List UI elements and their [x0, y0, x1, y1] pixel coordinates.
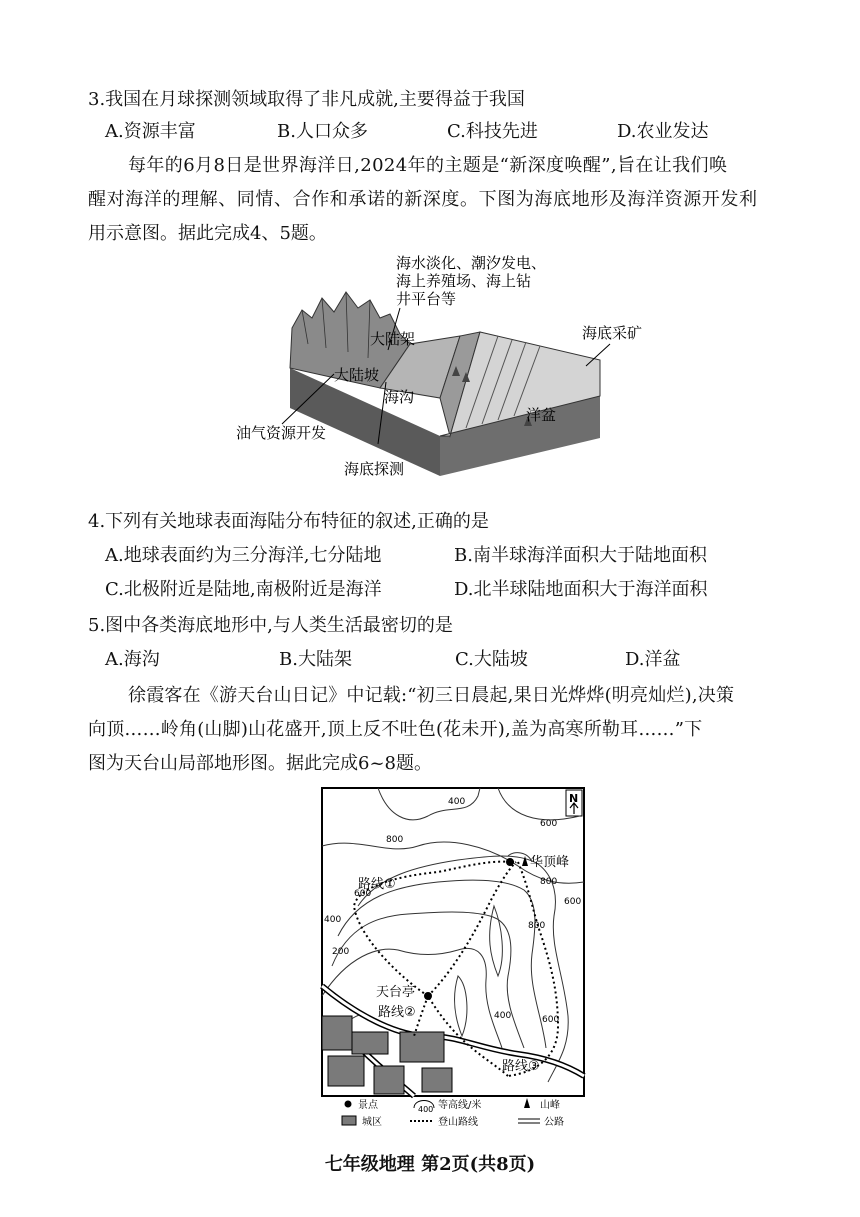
contour-label: 400: [324, 915, 342, 925]
legend-road: 公路: [544, 1117, 564, 1128]
pavilion-label: 天台亭: [376, 985, 416, 1000]
q5-option-d: D.洋盆: [625, 649, 681, 670]
label-seabed-exploration: 海底探测: [344, 460, 405, 478]
q3-stem: 3.我国在月球探测领域取得了非凡成就,主要得益于我国: [88, 89, 525, 110]
legend-spot-icon: [345, 1101, 352, 1108]
legend-city: 城区: [362, 1117, 382, 1128]
contour-label: 200: [332, 947, 350, 957]
q5-option-a: A.海沟: [105, 649, 160, 670]
label-top-note-1: 海水淡化、潮汐发电、: [396, 254, 547, 272]
legend-peak: 山峰: [540, 1100, 560, 1111]
label-ocean-basin: 洋盆: [526, 406, 557, 424]
label-trench: 海沟: [384, 388, 415, 406]
q5-option-c: C.大陆坡: [455, 649, 528, 670]
passage1-line3: 用示意图。据此完成4、5题。: [88, 223, 327, 244]
legend-city-icon: [342, 1116, 356, 1125]
legend-trail: 登山路线: [438, 1117, 478, 1128]
contour-label: 600: [564, 897, 582, 907]
label-oil-gas: 油气资源开发: [236, 424, 327, 442]
spot-peak-icon: [506, 858, 514, 866]
map-legend: [342, 1098, 564, 1128]
q3-option-c: C.科技先进: [447, 121, 538, 142]
legend-spot: 景点: [358, 1100, 378, 1111]
route2-label: 路线②: [378, 1005, 416, 1020]
contour-label: 800: [386, 835, 404, 845]
label-top-note-2: 海上养殖场、海上钻: [396, 272, 532, 290]
passage2-line2: 向顶……岭角(山脚)山花盛开,顶上反不吐色(花未开),盖为高寒所勒耳……”下: [88, 719, 703, 740]
q4-option-c: C.北极附近是陆地,南极附近是海洋: [105, 579, 382, 600]
q4-option-b: B.南半球海洋面积大于陆地面积: [454, 545, 707, 566]
legend-contour: 等高线/米: [438, 1100, 482, 1111]
contour-label: 800: [540, 877, 558, 887]
peak-label: 华顶峰: [530, 855, 570, 870]
route1-label: 路线①: [358, 877, 396, 892]
contour-label: 600: [354, 889, 372, 899]
q3-option-d: D.农业发达: [617, 121, 709, 142]
contour-label: 400: [448, 797, 466, 807]
label-seabed-mining: 海底采矿: [582, 324, 643, 342]
legend-peak-icon: [524, 1098, 530, 1108]
route3-label: 路线③: [502, 1059, 540, 1074]
q3-option-a: A.资源丰富: [105, 121, 196, 142]
label-top-note-3: 井平台等: [396, 290, 457, 308]
contour-label: 600: [542, 1015, 560, 1025]
label-continental-slope: 大陆坡: [334, 366, 380, 384]
passage1-line2: 醒对海洋的理解、同情、合作和承诺的新深度。下图为海底地形及海洋资源开发利: [88, 189, 758, 210]
north-label: N: [569, 792, 579, 805]
seafloor-terrain-diagram: [230, 248, 650, 486]
page-footer: 七年级地理 第2页(共8页): [324, 1154, 536, 1175]
passage1-line1: 每年的6月8日是世界海洋日,2024年的主题是“新深度唤醒”,旨在让我们唤: [128, 155, 728, 176]
q5-stem: 5.图中各类海底地形中,与人类生活最密切的是: [88, 615, 453, 636]
label-continental-shelf: 大陆架: [370, 330, 416, 348]
passage2-line3: 图为天台山局部地形图。据此完成6~8题。: [88, 753, 432, 774]
contour-label: 600: [540, 819, 558, 829]
q3-option-b: B.人口众多: [277, 121, 368, 142]
q4-option-d: D.北半球陆地面积大于海洋面积: [454, 579, 708, 600]
legend-contour-value: 400: [418, 1105, 434, 1114]
q4-stem: 4.下列有关地球表面海陆分布特征的叙述,正确的是: [88, 511, 489, 532]
q5-option-b: B.大陆架: [279, 649, 352, 670]
contour-label: 400: [494, 1011, 512, 1021]
q4-option-a: A.地球表面约为三分海洋,七分陆地: [105, 545, 382, 566]
contour-label: 800: [528, 921, 546, 931]
passage2-line1: 徐霞客在《游天台山日记》中记载:“初三日晨起,果日光烨烨(明亮灿烂),决策: [128, 685, 735, 706]
spot-pavilion-icon: [424, 992, 432, 1000]
tiantai-topo-map: [318, 786, 592, 1142]
